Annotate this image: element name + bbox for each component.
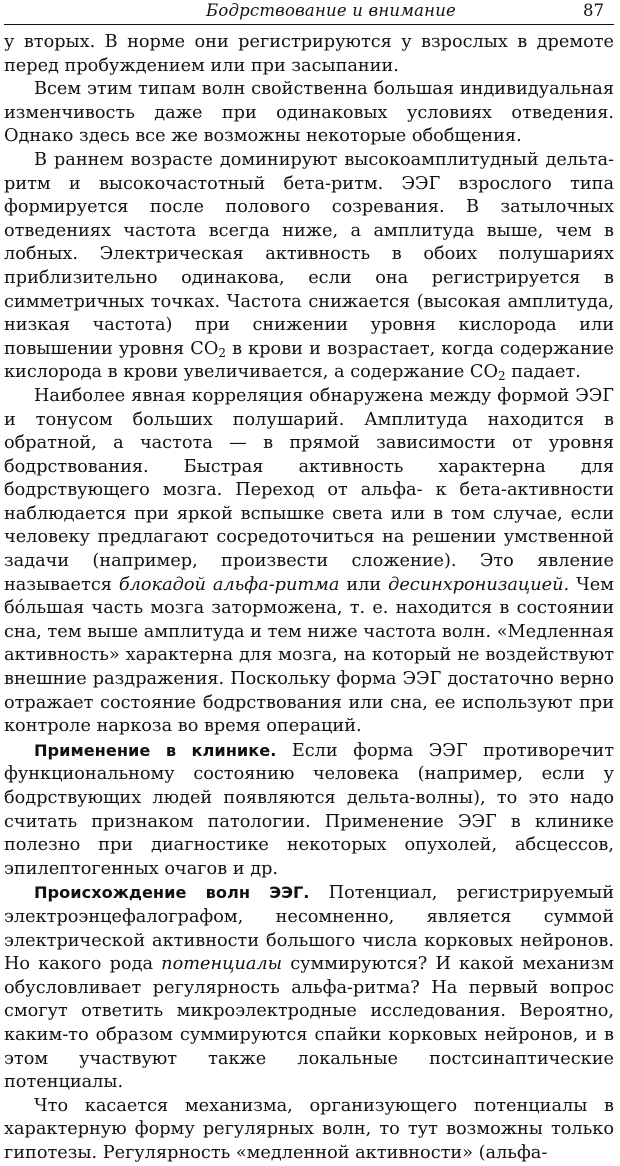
paragraph-clinical-use — [4, 739, 614, 882]
paragraph-correlation — [4, 385, 614, 739]
page-number: 87 — [583, 1, 604, 20]
text-run: в крови и возрастает, когда содержание кислорода в крови увеличивается, а содержание CO — [4, 338, 614, 383]
paragraph-continuation: у вторых. В норме они регистрируются у взрослых в дремоте перед пробуждением или при засыпании. — [4, 32, 614, 76]
paragraph-age-differences — [4, 149, 614, 385]
paragraph-eeg-origin — [4, 881, 614, 1094]
text-run: Чем бо́льшая часть мозга заторможена, т. е. находится в состоянии сна, тем выше амплитуда и тем ниже частота волн. «Медленная активность» характерна для мозга, на который не воздействуют внешние раздражения. Поскольку форма ЭЭГ достаточно верно отражает состояние бодрствования или сна, ее используют при контроле наркоза во время операций. — [4, 574, 614, 737]
text-run: падает. — [505, 362, 581, 383]
run-in-heading: Происхождение волн ЭЭГ. — [34, 883, 310, 903]
text-run: Если форма ЭЭГ противоречит функциональному состоянию человека (например, если у бодрствующих людей появляются дельта-волны), то это надо считать признаком патологии. Применение ЭЭГ в клинике полезно при диагностике некоторых опухолей, абсцессов, эпилептогенных очагов и др. — [4, 740, 614, 879]
run-in-heading: Применение в клинике. — [34, 740, 277, 760]
paragraph-mechanism: Что касается механизма, организующего потенциалы в характерную форму регулярных волн, то тут возможны только гипотезы. Регулярность «медленной активности» (альфа- — [4, 1095, 614, 1163]
text-run: или — [339, 574, 389, 595]
text-run: Наиболее явная корреляция обнаружена между формой ЭЭГ и тонусом больших полушарий. Амплитуда находится в обратной, а частота — в прямой зависимости от уровня бодрствования. Быстрая активность характерна для бодрствующего мозга. Переход от альфа- к бета-активности наблюдается при яркой вспышке света или в том случае, если человеку предлагают сосредоточиться на решении умственной задачи (например, произвести сложение). Это явление называется — [4, 385, 614, 595]
paragraph-variability: Всем этим типам волн свойственна большая индивидуальная изменчивость даже при одинаковых условиях отведения. Однако здесь все же возможны некоторые обобщения. — [4, 79, 614, 147]
body-text — [4, 31, 614, 1166]
emphasis-term: блокадой альфа-ритма — [118, 574, 340, 595]
text-run: суммируются? И какой механизм обусловливает регулярность альфа-ритма? На первый вопрос смогут ответить микроэлектродные исследования. Вероятно, каким-то образом суммируются спайки корковых нейронов, и в этом участвуют также локальные постсинаптические потенциалы. — [4, 954, 614, 1093]
emphasis-term: десинхронизацией. — [388, 574, 570, 595]
text-run: В раннем возрасте доминируют высокоамплитудный дельта-ритм и высокочастотный бета-ритм. ЭЭГ взрослого типа формируется после полового созревания. В затылочных отведениях частота всегда ниже, а амплитуда выше, чем в лобных. Электрическая активность в обоих полушариях приблизительно одинакова, если она регистрируется в симметричных точках. Частота снижается (высокая амплитуда, низкая частота) при снижении уровня кислорода или повышении уровня CO — [4, 149, 614, 359]
running-title: Бодрствование и внимание — [206, 1, 456, 20]
emphasis-term: потенциалы — [161, 954, 283, 975]
text-run: Потенциал, регистрируемый электроэнцефалографом, несомненно, является суммой электрической активности большого числа корковых нейронов. Но какого рода — [4, 883, 614, 975]
subscript: 2 — [497, 369, 506, 384]
running-header — [4, 0, 614, 25]
subscript: 2 — [218, 345, 226, 360]
